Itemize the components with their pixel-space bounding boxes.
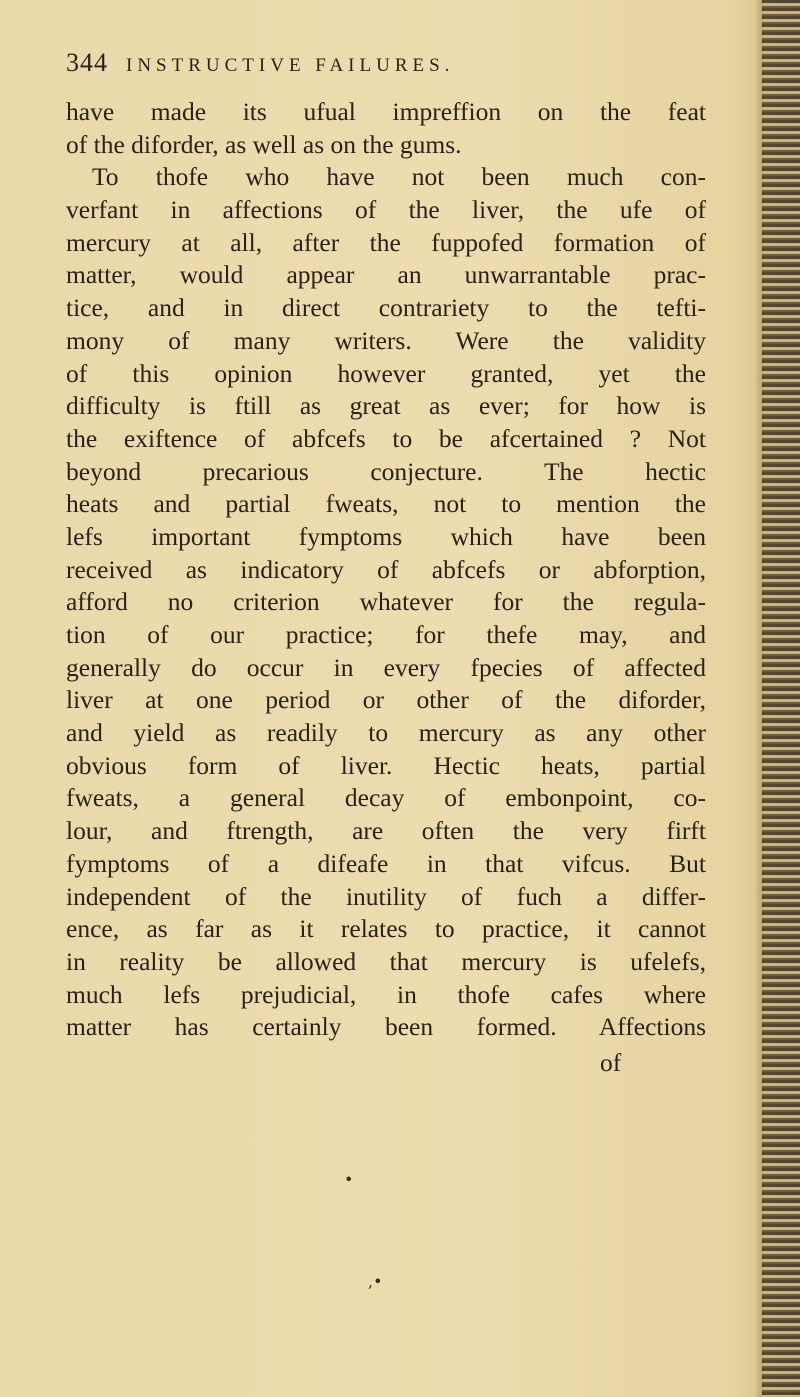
text-line: mony of many writers. Were the validity <box>66 325 706 355</box>
text-line: received as indicatory of abfcefs or abforption, <box>66 554 706 584</box>
text-line: ence, as far as it relates to practice, it cannot <box>66 914 706 944</box>
ink-speck: • <box>344 1170 354 1189</box>
text-line: afford no criterion whatever for the regula- <box>66 587 706 617</box>
text-line: fymptoms of a difeafe in that vifcus. But <box>66 848 706 878</box>
text-line: To thofe who have not been much con- <box>92 162 706 192</box>
text-line: much lefs prejudicial, in thofe cafes where <box>66 979 706 1009</box>
text-line: lour, and ftrength, are often the very firft <box>66 816 706 846</box>
text-line: difficulty is ftill as great as ever; for how is <box>66 391 706 421</box>
text-line: matter, would appear an unwarrantable prac- <box>66 260 706 290</box>
text-line: fweats, a general decay of embonpoint, co- <box>66 783 706 813</box>
text-line: of this opinion however granted, yet the <box>66 358 706 388</box>
text-line: the exiftence of abfcefs to be afcertained ? Not <box>66 423 706 453</box>
text-line: heats and partial fweats, not to mention the <box>66 489 706 519</box>
text-line: tion of our practice; for thefe may, and <box>66 620 706 649</box>
text-line: have made its ufual impreffion on the feat <box>66 97 706 126</box>
text-line: verfant in affections of the liver, the ufe of <box>66 195 706 225</box>
body-text <box>66 96 706 1044</box>
text-line: beyond precarious conjecture. The hectic <box>66 456 706 486</box>
ink-speck: ,• <box>368 1272 383 1291</box>
text-line: of the diforder, as well as on the gums. <box>66 129 462 159</box>
text-line: liver at one period or other of the diforder, <box>66 685 706 715</box>
text-line: tice, and in direct contrariety to the tefti- <box>66 293 706 323</box>
page-number: 344 <box>66 48 108 77</box>
text-line: generally do occur in every fpecies of affected <box>66 652 706 682</box>
text-line: in reality be allowed that mercury is ufelefs, <box>66 946 706 976</box>
book-edge <box>762 0 800 1397</box>
text-line: obvious form of liver. Hectic heats, partial <box>66 750 706 780</box>
catchword: of <box>600 1048 622 1077</box>
running-head: INSTRUCTIVE FAILURES. <box>126 55 455 76</box>
page-header <box>66 48 706 88</box>
text-line: mercury at all, after the fuppofed formation of <box>66 227 706 257</box>
text-line: and yield as readily to mercury as any other <box>66 718 706 748</box>
text-line: lefs important fymptoms which have been <box>66 521 706 551</box>
text-line: matter has certainly been formed. Affections <box>66 1012 706 1042</box>
text-line: independent of the inutility of fuch a differ- <box>66 881 706 911</box>
